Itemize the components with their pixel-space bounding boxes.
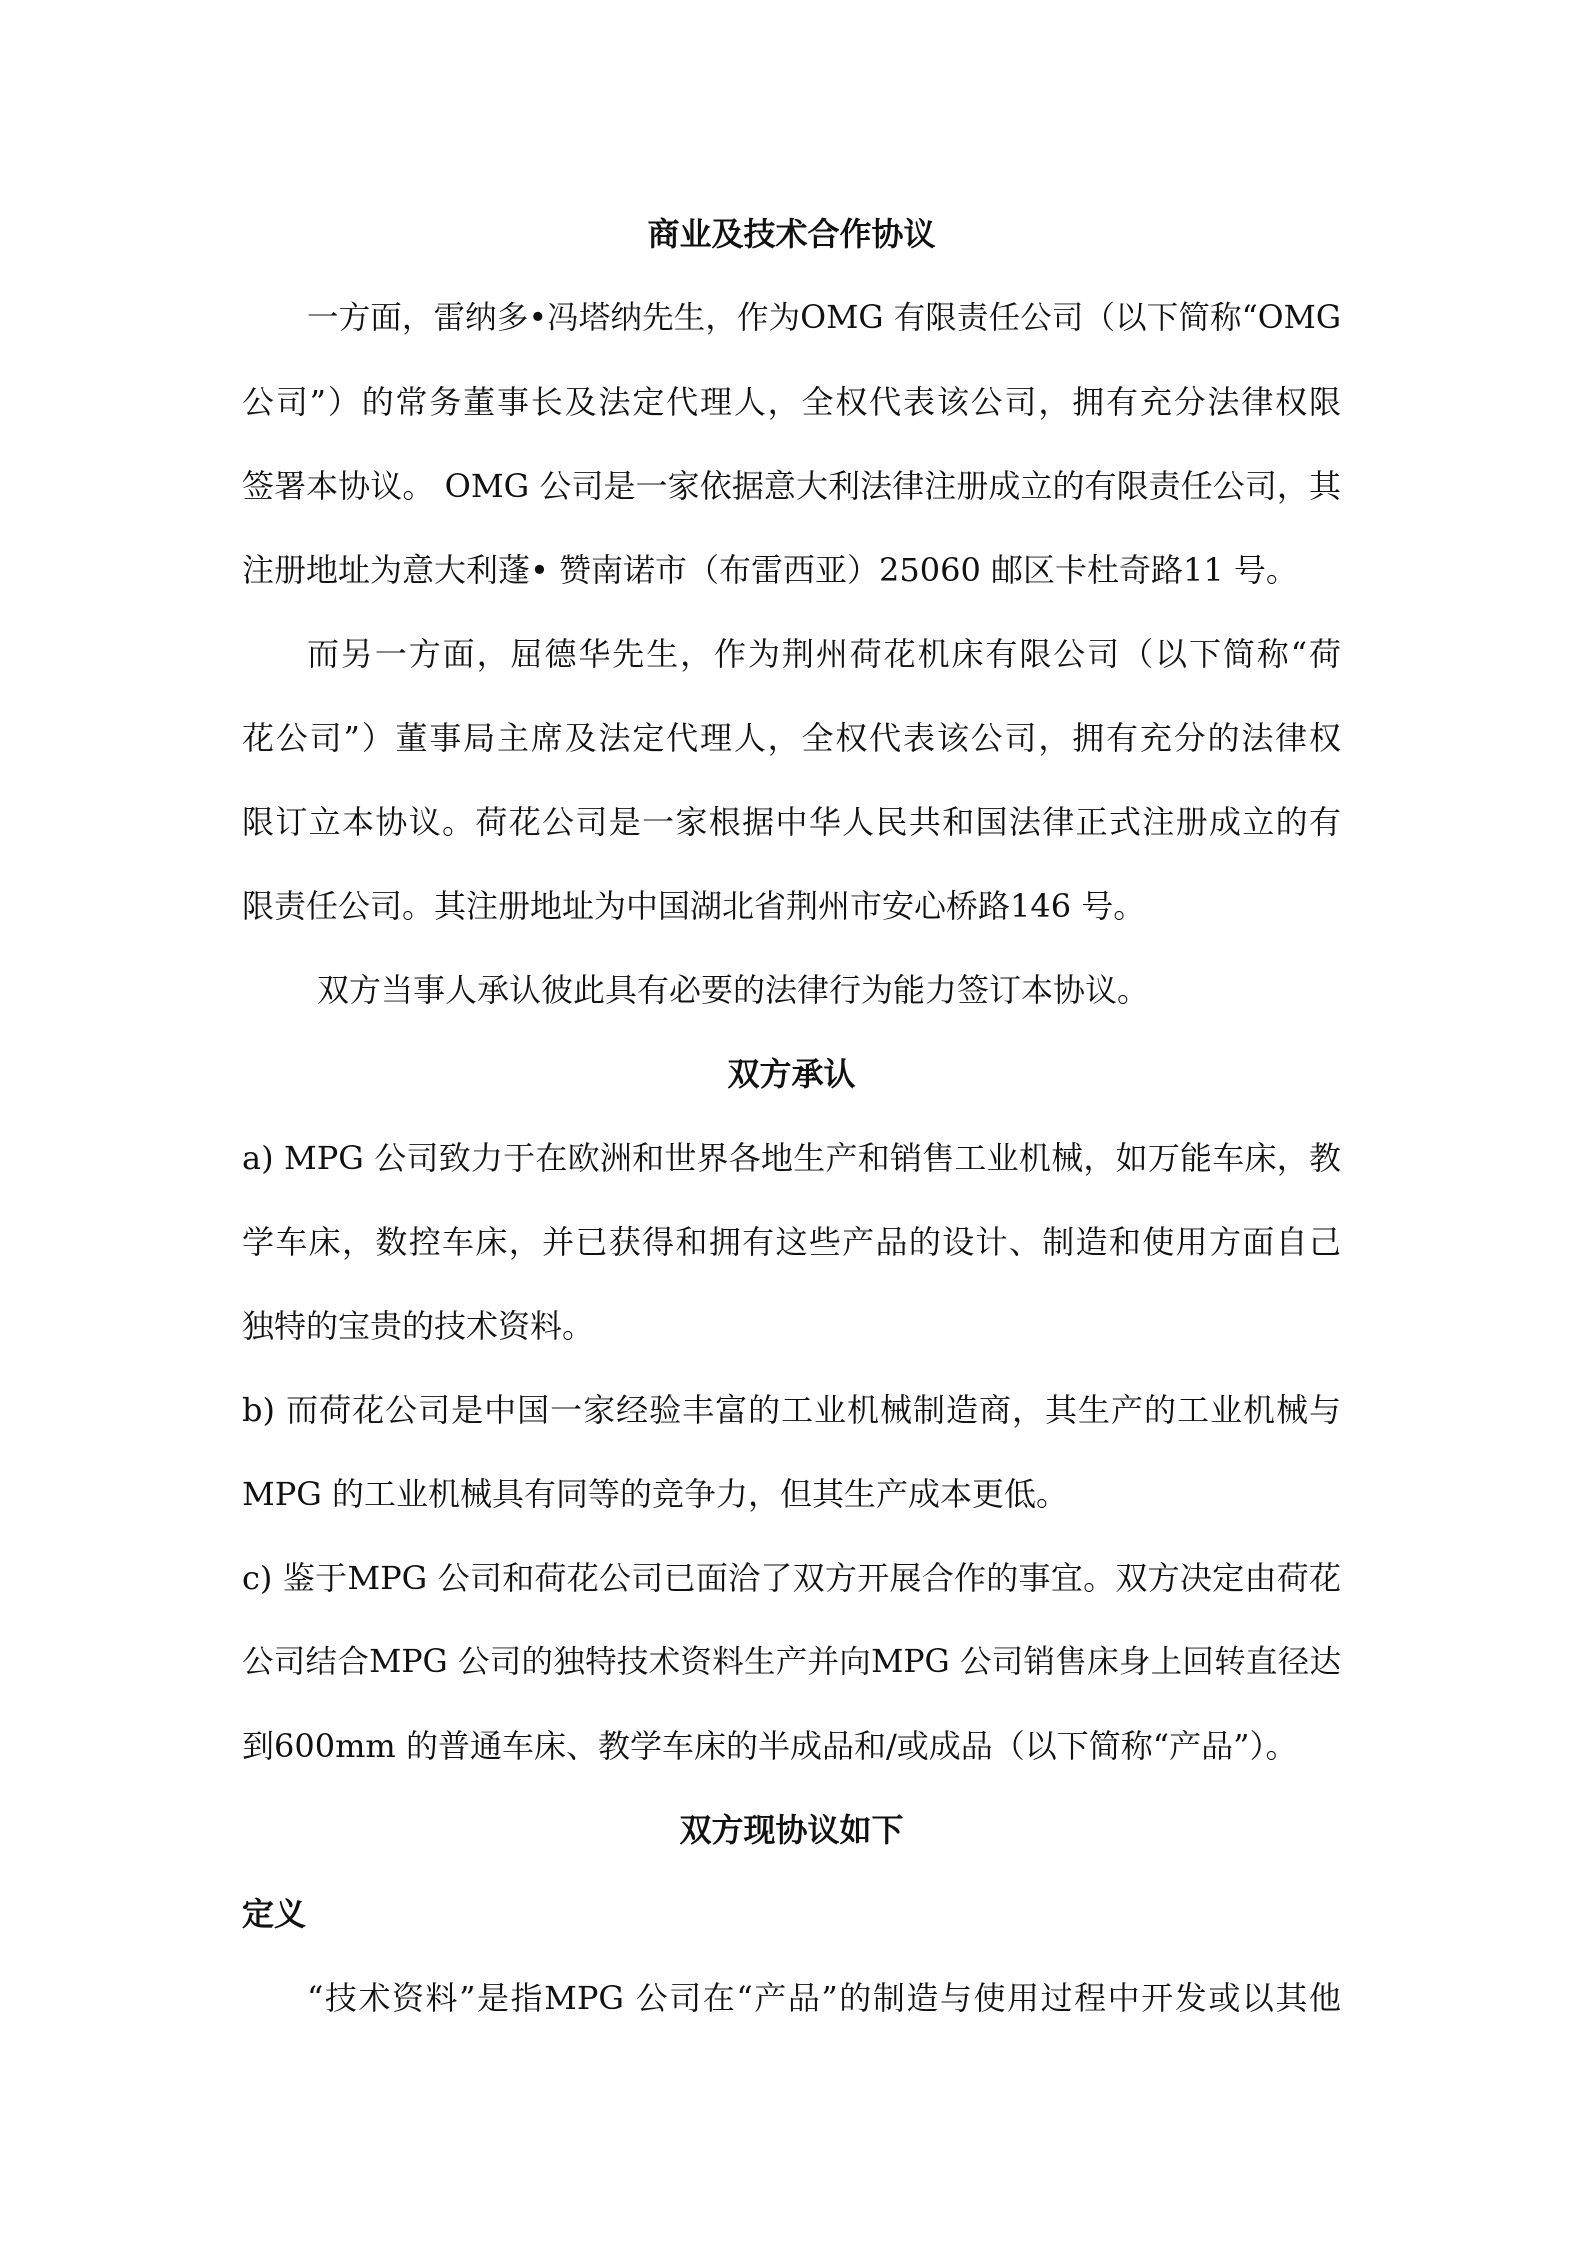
recital-a-line-2: 学车床，数控车床，并已获得和拥有这些产品的设计、制造和使用方面自己 — [242, 1223, 1341, 1261]
party-omg-line-3: 签署本协议。 OMG 公司是一家依据意大利法律注册成立的有限责任公司，其 — [242, 467, 1341, 505]
capacity-statement: 双方当事人承认彼此具有必要的法律行为能力签订本协议。 — [317, 971, 1150, 1009]
document-page — [242, 192, 1341, 2040]
party-omg-line-1: 一方面，雷纳多•冯塔纳先生，作为OMG 有限责任公司（以下简称“OMG — [307, 300, 1341, 336]
party-lotus-line-2: 花公司”）董事局主席及法定代理人，全权代表该公司，拥有充分的法律权 — [242, 719, 1341, 757]
recital-b-line-2: MPG 的工业机械具有同等的竞争力，但其生产成本更低。 — [242, 1475, 1069, 1513]
party-lotus-line-1: 而另一方面，屈德华先生，作为荆州荷花机床有限公司（以下简称“荷 — [307, 635, 1341, 673]
paragraph-party-lotus — [242, 612, 1341, 948]
recital-c-line-2: 公司结合MPG 公司的独特技术资料生产并向MPG 公司销售床身上回转直径达 — [242, 1644, 1341, 1680]
definitions-paragraph — [242, 1956, 1341, 2040]
party-omg-line-4: 注册地址为意大利蓬• 赞南诺市（布雷西亚）25060 邮区卡杜奇路11 号。 — [242, 551, 1298, 589]
recital-c-line-3: 到600mm 的普通车床、教学车床的半成品和/或成品（以下简称“产品”）。 — [242, 1727, 1298, 1765]
recital-a-line-1: a) MPG 公司致力于在欧洲和世界各地生产和销售工业机械，如万能车床，教 — [242, 1139, 1341, 1177]
party-lotus-line-3: 限订立本协议。荷花公司是一家根据中华人民共和国法律正式注册成立的有 — [242, 803, 1341, 841]
recital-a — [242, 1116, 1341, 1368]
definitions-heading: 定义 — [242, 1895, 307, 1933]
paragraph-party-omg — [242, 276, 1341, 612]
recital-b — [242, 1368, 1341, 1536]
recital-c-line-1: c) 鉴于MPG 公司和荷花公司已面洽了双方开展合作的事宜。双方决定由荷花 — [242, 1559, 1341, 1597]
definition-line-1: “技术资料”是指MPG 公司在“产品”的制造与使用过程中开发或以其他 — [307, 1979, 1341, 2017]
document-title: 商业及技术合作协议 — [647, 215, 936, 253]
agreement-heading: 双方现协议如下 — [679, 1811, 904, 1849]
recital-b-line-1: b) 而荷花公司是中国一家经验丰富的工业机械制造商，其生产的工业机械与 — [242, 1391, 1341, 1429]
recitals-heading: 双方承认 — [727, 1055, 856, 1093]
recital-a-line-3: 独特的宝贵的技术资料。 — [242, 1307, 595, 1345]
party-omg-line-2: 公司”）的常务董事长及法定代理人，全权代表该公司，拥有充分法律权限 — [242, 383, 1341, 421]
party-lotus-line-4: 限责任公司。其注册地址为中国湖北省荆州市安心桥路146 号。 — [242, 887, 1146, 925]
recital-c — [242, 1536, 1341, 1788]
